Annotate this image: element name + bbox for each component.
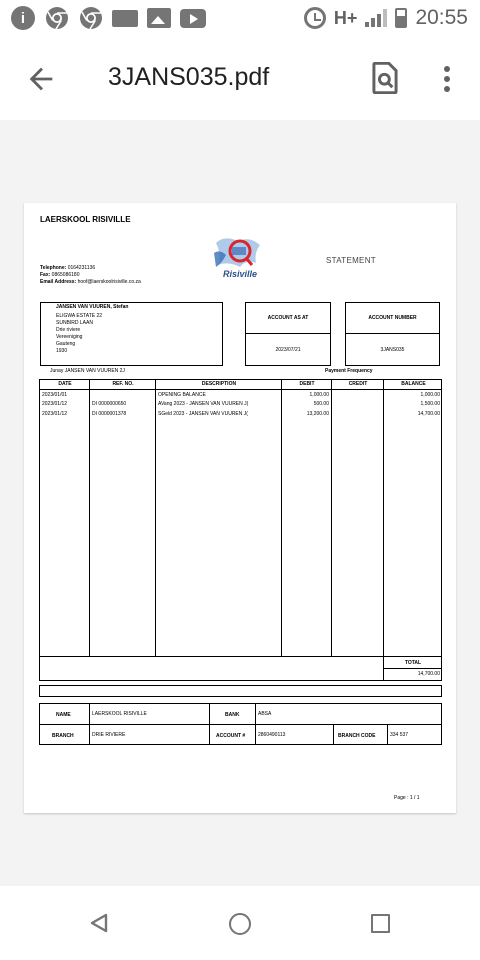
email-value: hoof@laerskoolrisiville.co.za (77, 279, 141, 285)
total-row (39, 657, 442, 681)
bank-name-label: NAME (56, 712, 71, 718)
payment-frequency-label: Payment Frequency (325, 368, 373, 374)
school-logo-icon (210, 233, 266, 283)
image-icon (146, 5, 172, 31)
row-debit: 500.00 (313, 401, 329, 407)
document-title: 3JANS035.pdf (108, 63, 270, 91)
telephone-value: 0164231136 (67, 265, 96, 271)
branch-value: DRIE RIVIERE (92, 732, 126, 738)
bank-label: BANK (225, 712, 240, 718)
row-ref: DI 0000001378 (92, 411, 127, 417)
row-date: 2023/01/12 (42, 401, 68, 407)
network-type: H+ (333, 7, 358, 28)
column-divider (90, 380, 156, 656)
account-label: ACCOUNT # (216, 733, 246, 739)
bank-name-value: LAERSKOOL RISIVILLE (92, 711, 147, 717)
status-right (304, 0, 468, 36)
column-divider (387, 724, 388, 744)
row-description: OPENING BALANCE (158, 392, 206, 398)
fax-label: Fax: (40, 272, 51, 278)
address-line: Gauteng (56, 341, 76, 347)
address-box (40, 302, 223, 366)
header-date: DATE (58, 381, 72, 387)
logo-text: Risiville (223, 269, 258, 279)
blank-row (39, 685, 442, 697)
address-line: 1930 (56, 348, 68, 354)
info-icon (10, 5, 36, 31)
nav-home-icon[interactable] (229, 913, 251, 935)
back-arrow-icon[interactable] (24, 62, 58, 96)
email-label: Email Address: (40, 279, 77, 285)
header-debit: DEBIT (299, 381, 315, 387)
row-balance: 1,000.00 (420, 392, 440, 398)
account-value: 2860490113 (258, 732, 286, 738)
youtube-icon (180, 5, 206, 31)
page-number: Page : 1 / 1 (394, 795, 420, 801)
total-label: TOTAL (383, 657, 442, 669)
clock: 20:55 (415, 6, 468, 29)
header-ref: REF. NO. (112, 381, 134, 387)
transactions-table (39, 379, 442, 657)
column-divider (255, 704, 256, 744)
account-holder-name: JANSEN VAN VUUREN, Stefan (56, 304, 129, 310)
account-as-at-value: 2023/07/21 (245, 334, 331, 366)
telephone-label: Telephone: (40, 265, 67, 271)
chrome-icon (44, 5, 70, 31)
info-glyph: i (11, 6, 35, 30)
row-balance: 1,500.00 (420, 401, 440, 407)
fax-value: 0865086180 (51, 272, 80, 278)
header-description: DESCRIPTION (201, 381, 237, 387)
row-description: AVang 2023 - JANSEN VAN VUUREN J( (158, 401, 249, 407)
branch-code-value: 334 537 (390, 732, 409, 738)
account-as-at-label: ACCOUNT AS AT (245, 302, 331, 334)
row-debit: 1,000.00 (309, 392, 329, 398)
column-divider (40, 380, 90, 656)
account-number-label: ACCOUNT NUMBER (345, 302, 440, 334)
column-divider (156, 380, 282, 656)
column-divider (209, 704, 210, 744)
nav-recents-icon[interactable] (371, 914, 390, 933)
column-divider (282, 380, 332, 656)
bank-details-table (39, 703, 442, 745)
address-line: Drie riviere (56, 327, 81, 333)
branch-label: BRANCH (52, 733, 74, 739)
pdf-page (24, 203, 456, 813)
find-in-page-icon[interactable] (370, 62, 400, 94)
address-line: ELIGWA ESTATE 22 (56, 313, 103, 319)
school-name: LAERSKOOL RISIVILLE (40, 215, 131, 224)
contact-block (40, 265, 141, 286)
statement-heading: STATEMENT (326, 256, 376, 265)
bank-value: ABSA (258, 711, 272, 717)
message-icon (112, 5, 138, 31)
row-debit: 13,200.00 (306, 411, 329, 417)
signal-icon (365, 9, 387, 27)
more-options-icon[interactable] (438, 64, 456, 94)
status-bar (0, 0, 480, 36)
learner-line: Junay JANSEN VAN VUUREN 2J (50, 368, 125, 374)
row-balance: 14,700.00 (417, 411, 440, 417)
pdf-viewer[interactable] (0, 120, 480, 886)
header-credit: CREDIT (348, 381, 368, 387)
app-bar (0, 36, 480, 120)
row-date: 2023/01/12 (42, 411, 68, 417)
column-divider (89, 704, 90, 744)
account-number-value: 3JANS035 (345, 334, 440, 366)
row-divider (40, 724, 441, 725)
battery-icon (395, 8, 407, 28)
header-balance: BALANCE (401, 381, 426, 387)
address-line: SUNBIRD LAAN (56, 320, 93, 326)
row-ref: DI 0000000650 (92, 401, 127, 407)
branch-code-label: BRANCH CODE (338, 733, 376, 739)
total-value: 14,700.00 (383, 669, 442, 680)
address-line: Vereeniging (56, 334, 83, 340)
nav-back-icon[interactable] (88, 912, 110, 934)
column-divider (333, 724, 334, 744)
row-description: SGeld 2023 - JANSEN VAN VUUREN J( (158, 411, 248, 417)
chrome-icon-secondary (78, 5, 104, 31)
column-divider (332, 380, 384, 656)
row-date: 2023/01/01 (42, 392, 68, 398)
alarm-icon (304, 7, 326, 29)
navigation-bar (0, 886, 480, 960)
